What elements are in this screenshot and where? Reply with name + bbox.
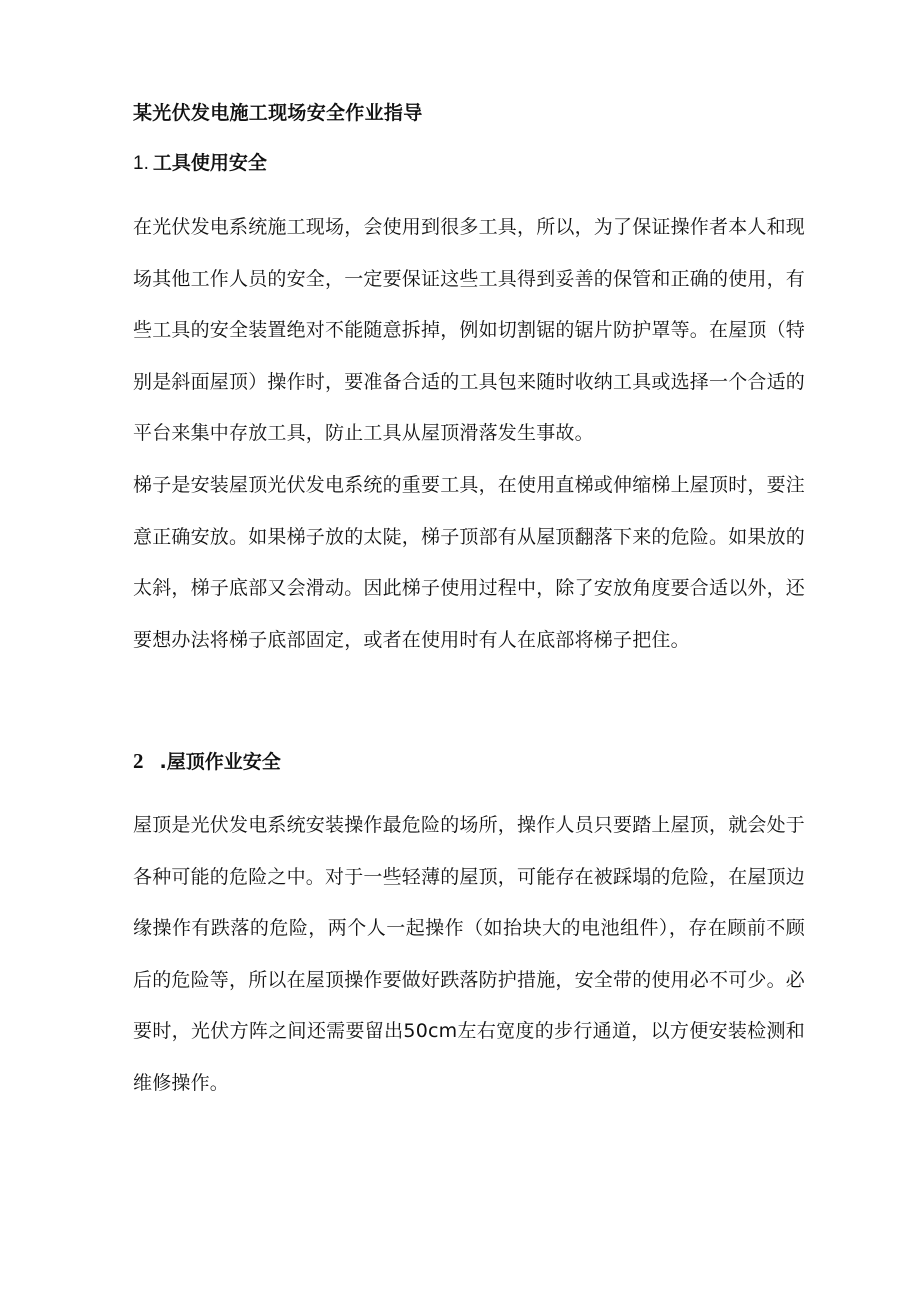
document-title: 某光伏发电施工现场安全作业指导: [133, 102, 423, 124]
paragraph-ladder-safety: 梯子是安装屋顶光伏发电系统的重要工具，在使用直梯或伸缩梯上屋顶时，要注意正确安放。如果梯子放的太陡，梯子顶部有从屋顶翻落下来的危险。如果放的太斜，梯子底部又会滑动。因此梯子使用过程中，除了安放角度要合适以外，还要想办法将梯子底部固定，或者在使用时有人在底部将梯子把住。: [133, 474, 806, 651]
section-heading-tools: [133, 148, 267, 179]
section-heading-text: 工具使用安全: [152, 152, 267, 174]
section-number: 2: [133, 749, 144, 773]
section-number: 1.: [133, 153, 149, 174]
paragraph-tool-storage: 在光伏发电系统施工现场，会使用到很多工具，所以，为了保证操作者本人和现场其他工作人员的安全，一定要保证这些工具得到妥善的保管和正确的使用，有些工具的安全装置绝对不能随意拆掉，例如切割锯的锯片防护罩等。在屋顶（特别是斜面屋顶）操作时，要准备合适的工具包来随时收纳工具或选择一个合适的平台来集中存放工具，防止工具从屋顶滑落发生事故。: [133, 216, 806, 444]
section-heading-roof: [133, 746, 281, 777]
paragraph-roof-safety: 屋顶是光伏发电系统安装操作最危险的场所，操作人员只要踏上屋顶，就会处于各种可能的危险之中。对于一些轻薄的屋顶，可能存在被踩塌的危险，在屋顶边缘操作有跌落的危险，两个人一起操作（如抬块大的电池组件），存在顾前不顾后的危险等，所以在屋顶操作要做好跌落防护措施，安全带的使用必不可少。必要时，光伏方阵之间还需要留出50cm左右宽度的步行通道，以方便安装检测和维修操作。: [133, 814, 806, 1094]
section-heading-text: .屋顶作业安全: [159, 751, 281, 773]
